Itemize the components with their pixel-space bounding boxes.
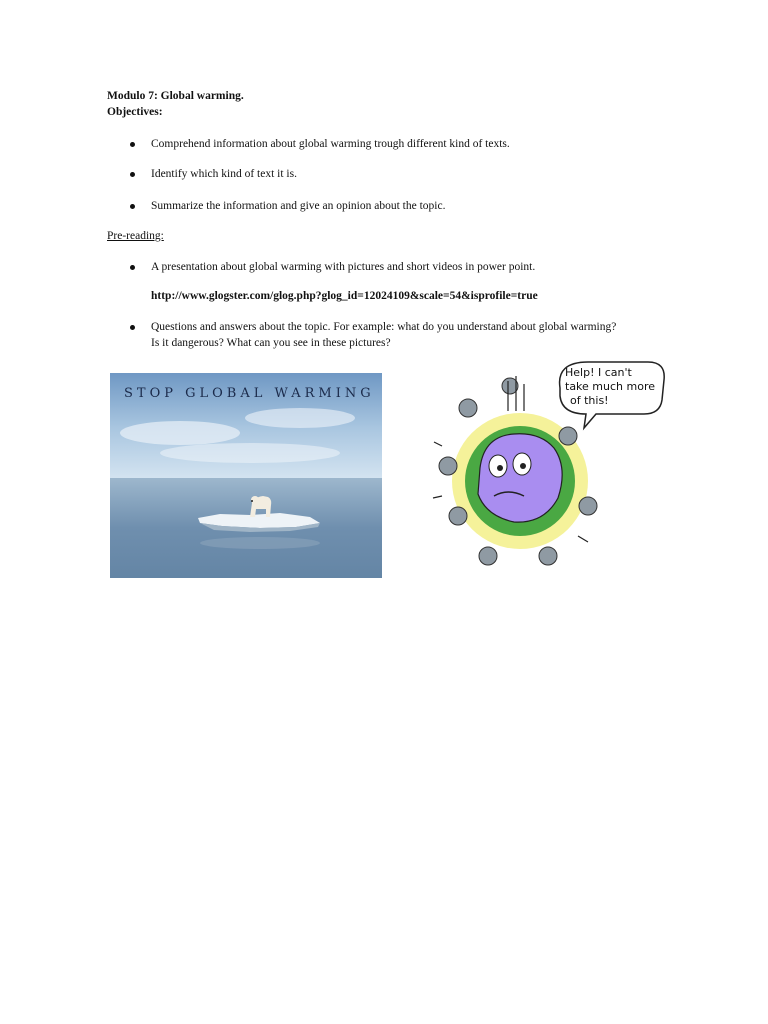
module-title: Modulo 7: Global warming. — [107, 90, 244, 102]
list-item-text: Identify which kind of text it is. — [151, 168, 297, 180]
list-item-text: Summarize the information and give an opinion about the topic. — [151, 200, 446, 212]
glogster-link[interactable]: http://www.glogster.com/glog.php?glog_id=12024109&scale=54&isprofile=true — [151, 290, 538, 302]
list-item-text-cont: Is it dangerous? What can you see in these pictures? — [151, 337, 391, 349]
prereading-label: Pre-reading: — [107, 230, 164, 242]
bullet-icon — [130, 325, 135, 330]
bullet-icon — [130, 142, 135, 147]
polar-bear-photo — [110, 373, 382, 578]
list-item-text: Comprehend information about global warming trough different kind of texts. — [151, 138, 510, 150]
speech-bubble-line2: take much more — [565, 380, 655, 393]
list-item-text: Questions and answers about the topic. For example: what do you understand about global warming? — [151, 321, 617, 333]
list-item-text: A presentation about global warming with pictures and short videos in power point. — [151, 261, 536, 273]
bullet-icon — [130, 172, 135, 177]
bullet-icon — [130, 204, 135, 209]
speech-bubble-line3: of this! — [570, 394, 609, 407]
speech-bubble-line1: Help! I can't — [565, 366, 632, 379]
photo-caption: STOP GLOBAL WARMING — [124, 386, 375, 401]
bullet-icon — [130, 265, 135, 270]
polar-bear-photo-art — [110, 373, 382, 578]
objectives-label: Objectives: — [107, 106, 163, 118]
